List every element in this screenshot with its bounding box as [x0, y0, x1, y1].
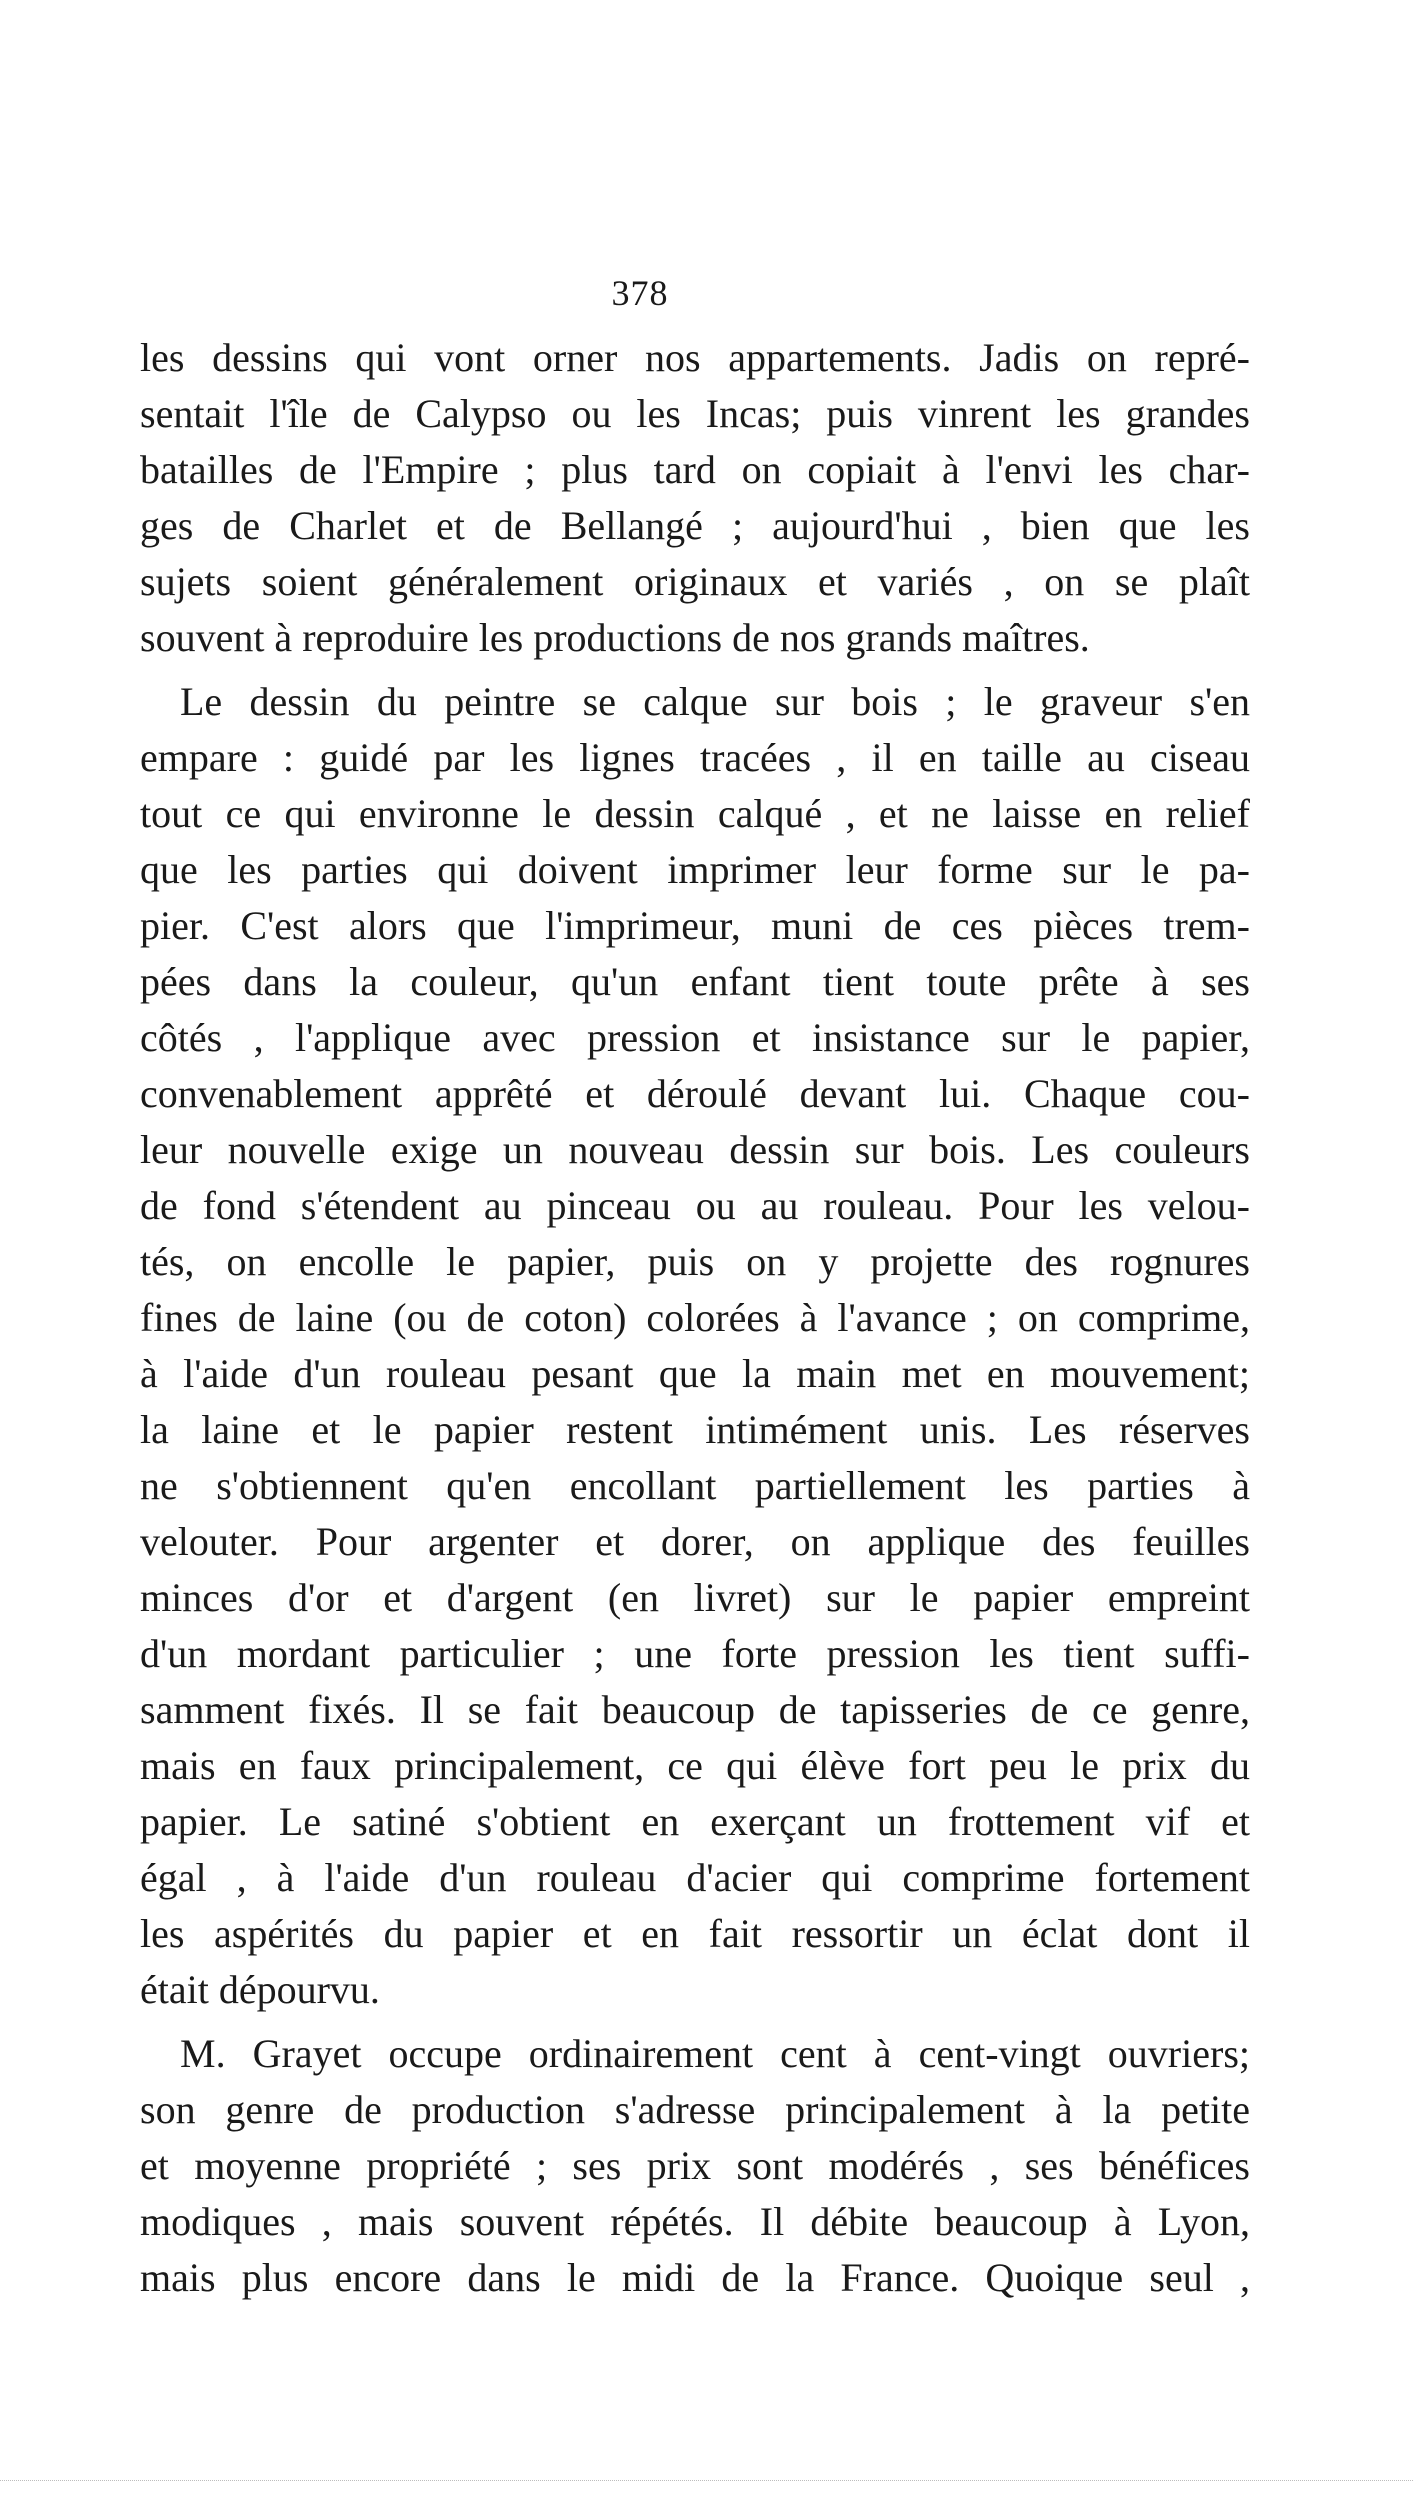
body-text: [140, 330, 1250, 2306]
text-line: tés, on encolle le papier, puis on y projette des rognures: [140, 1239, 1250, 1284]
text-line: mais en faux principalement, ce qui élève fort peu le prix du: [140, 1743, 1250, 1788]
text-line: pier. C'est alors que l'imprimeur, muni de ces pièces trem-: [140, 903, 1250, 948]
text-line: ne s'obtiennent qu'en encollant partiellement les parties à: [140, 1463, 1250, 1508]
text-line: batailles de l'Empire ; plus tard on copiait à l'envi les char-: [140, 447, 1250, 492]
text-line: à l'aide d'un rouleau pesant que la main met en mouvement;: [140, 1351, 1250, 1396]
text-line: empare : guidé par les lignes tracées , il en taille au ciseau: [140, 735, 1250, 780]
text-line: d'un mordant particulier ; une forte pression les tient suffi-: [140, 1631, 1250, 1676]
text-line: ges de Charlet et de Bellangé ; aujourd'hui , bien que les: [140, 503, 1250, 548]
text-line: son genre de production s'adresse principalement à la petite: [140, 2087, 1250, 2132]
text-line: égal , à l'aide d'un rouleau d'acier qui comprime fortement: [140, 1855, 1250, 1900]
text-line: mais plus encore dans le midi de la France. Quoique seul ,: [140, 2255, 1250, 2300]
text-line: souvent à reproduire les productions de nos grands maîtres.: [140, 615, 1090, 660]
text-line: minces d'or et d'argent (en livret) sur le papier empreint: [140, 1575, 1250, 1620]
text-line: était dépourvu.: [140, 1967, 380, 2012]
text-line: que les parties qui doivent imprimer leur forme sur le pa-: [140, 847, 1250, 892]
text-line: les aspérités du papier et en fait ressortir un éclat dont il: [140, 1911, 1250, 1956]
text-line: convenablement apprêté et déroulé devant lui. Chaque cou-: [140, 1071, 1250, 1116]
text-line: la laine et le papier restent intimément unis. Les réserves: [140, 1407, 1250, 1452]
text-line: M. Grayet occupe ordinairement cent à cent-vingt ouvriers;: [180, 2031, 1250, 2076]
text-line: pées dans la couleur, qu'un enfant tient toute prête à ses: [140, 959, 1250, 1004]
text-line: velouter. Pour argenter et dorer, on applique des feuilles: [140, 1519, 1250, 1564]
text-line: sujets soient généralement originaux et variés , on se plaît: [140, 559, 1250, 604]
text-line: sentait l'île de Calypso ou les Incas; puis vinrent les grandes: [140, 391, 1250, 436]
text-line: papier. Le satiné s'obtient en exerçant un frottement vif et: [140, 1799, 1250, 1844]
paragraph-2: [140, 674, 1250, 2018]
scan-edge-divider: [0, 2480, 1413, 2482]
text-line: leur nouvelle exige un nouveau dessin sur bois. Les couleurs: [140, 1127, 1250, 1172]
text-line: Le dessin du peintre se calque sur bois ; le graveur s'en: [180, 679, 1250, 724]
paragraph-3: [140, 2026, 1250, 2306]
text-line: fines de laine (ou de coton) colorées à l'avance ; on comprime,: [140, 1295, 1250, 1340]
paragraph-1: [140, 330, 1250, 666]
page-number: 378: [611, 273, 669, 313]
text-line: et moyenne propriété ; ses prix sont modérés , ses bénéfices: [140, 2143, 1250, 2188]
text-line: les dessins qui vont orner nos appartements. Jadis on repré-: [140, 335, 1250, 380]
text-line: tout ce qui environne le dessin calqué , et ne laisse en relief: [140, 791, 1250, 836]
text-line: de fond s'étendent au pinceau ou au rouleau. Pour les velou-: [140, 1183, 1250, 1228]
text-line: modiques , mais souvent répétés. Il débite beaucoup à Lyon,: [140, 2199, 1250, 2244]
text-line: côtés , l'applique avec pression et insistance sur le papier,: [140, 1015, 1250, 1060]
text-line: samment fixés. Il se fait beaucoup de tapisseries de ce genre,: [140, 1687, 1250, 1732]
